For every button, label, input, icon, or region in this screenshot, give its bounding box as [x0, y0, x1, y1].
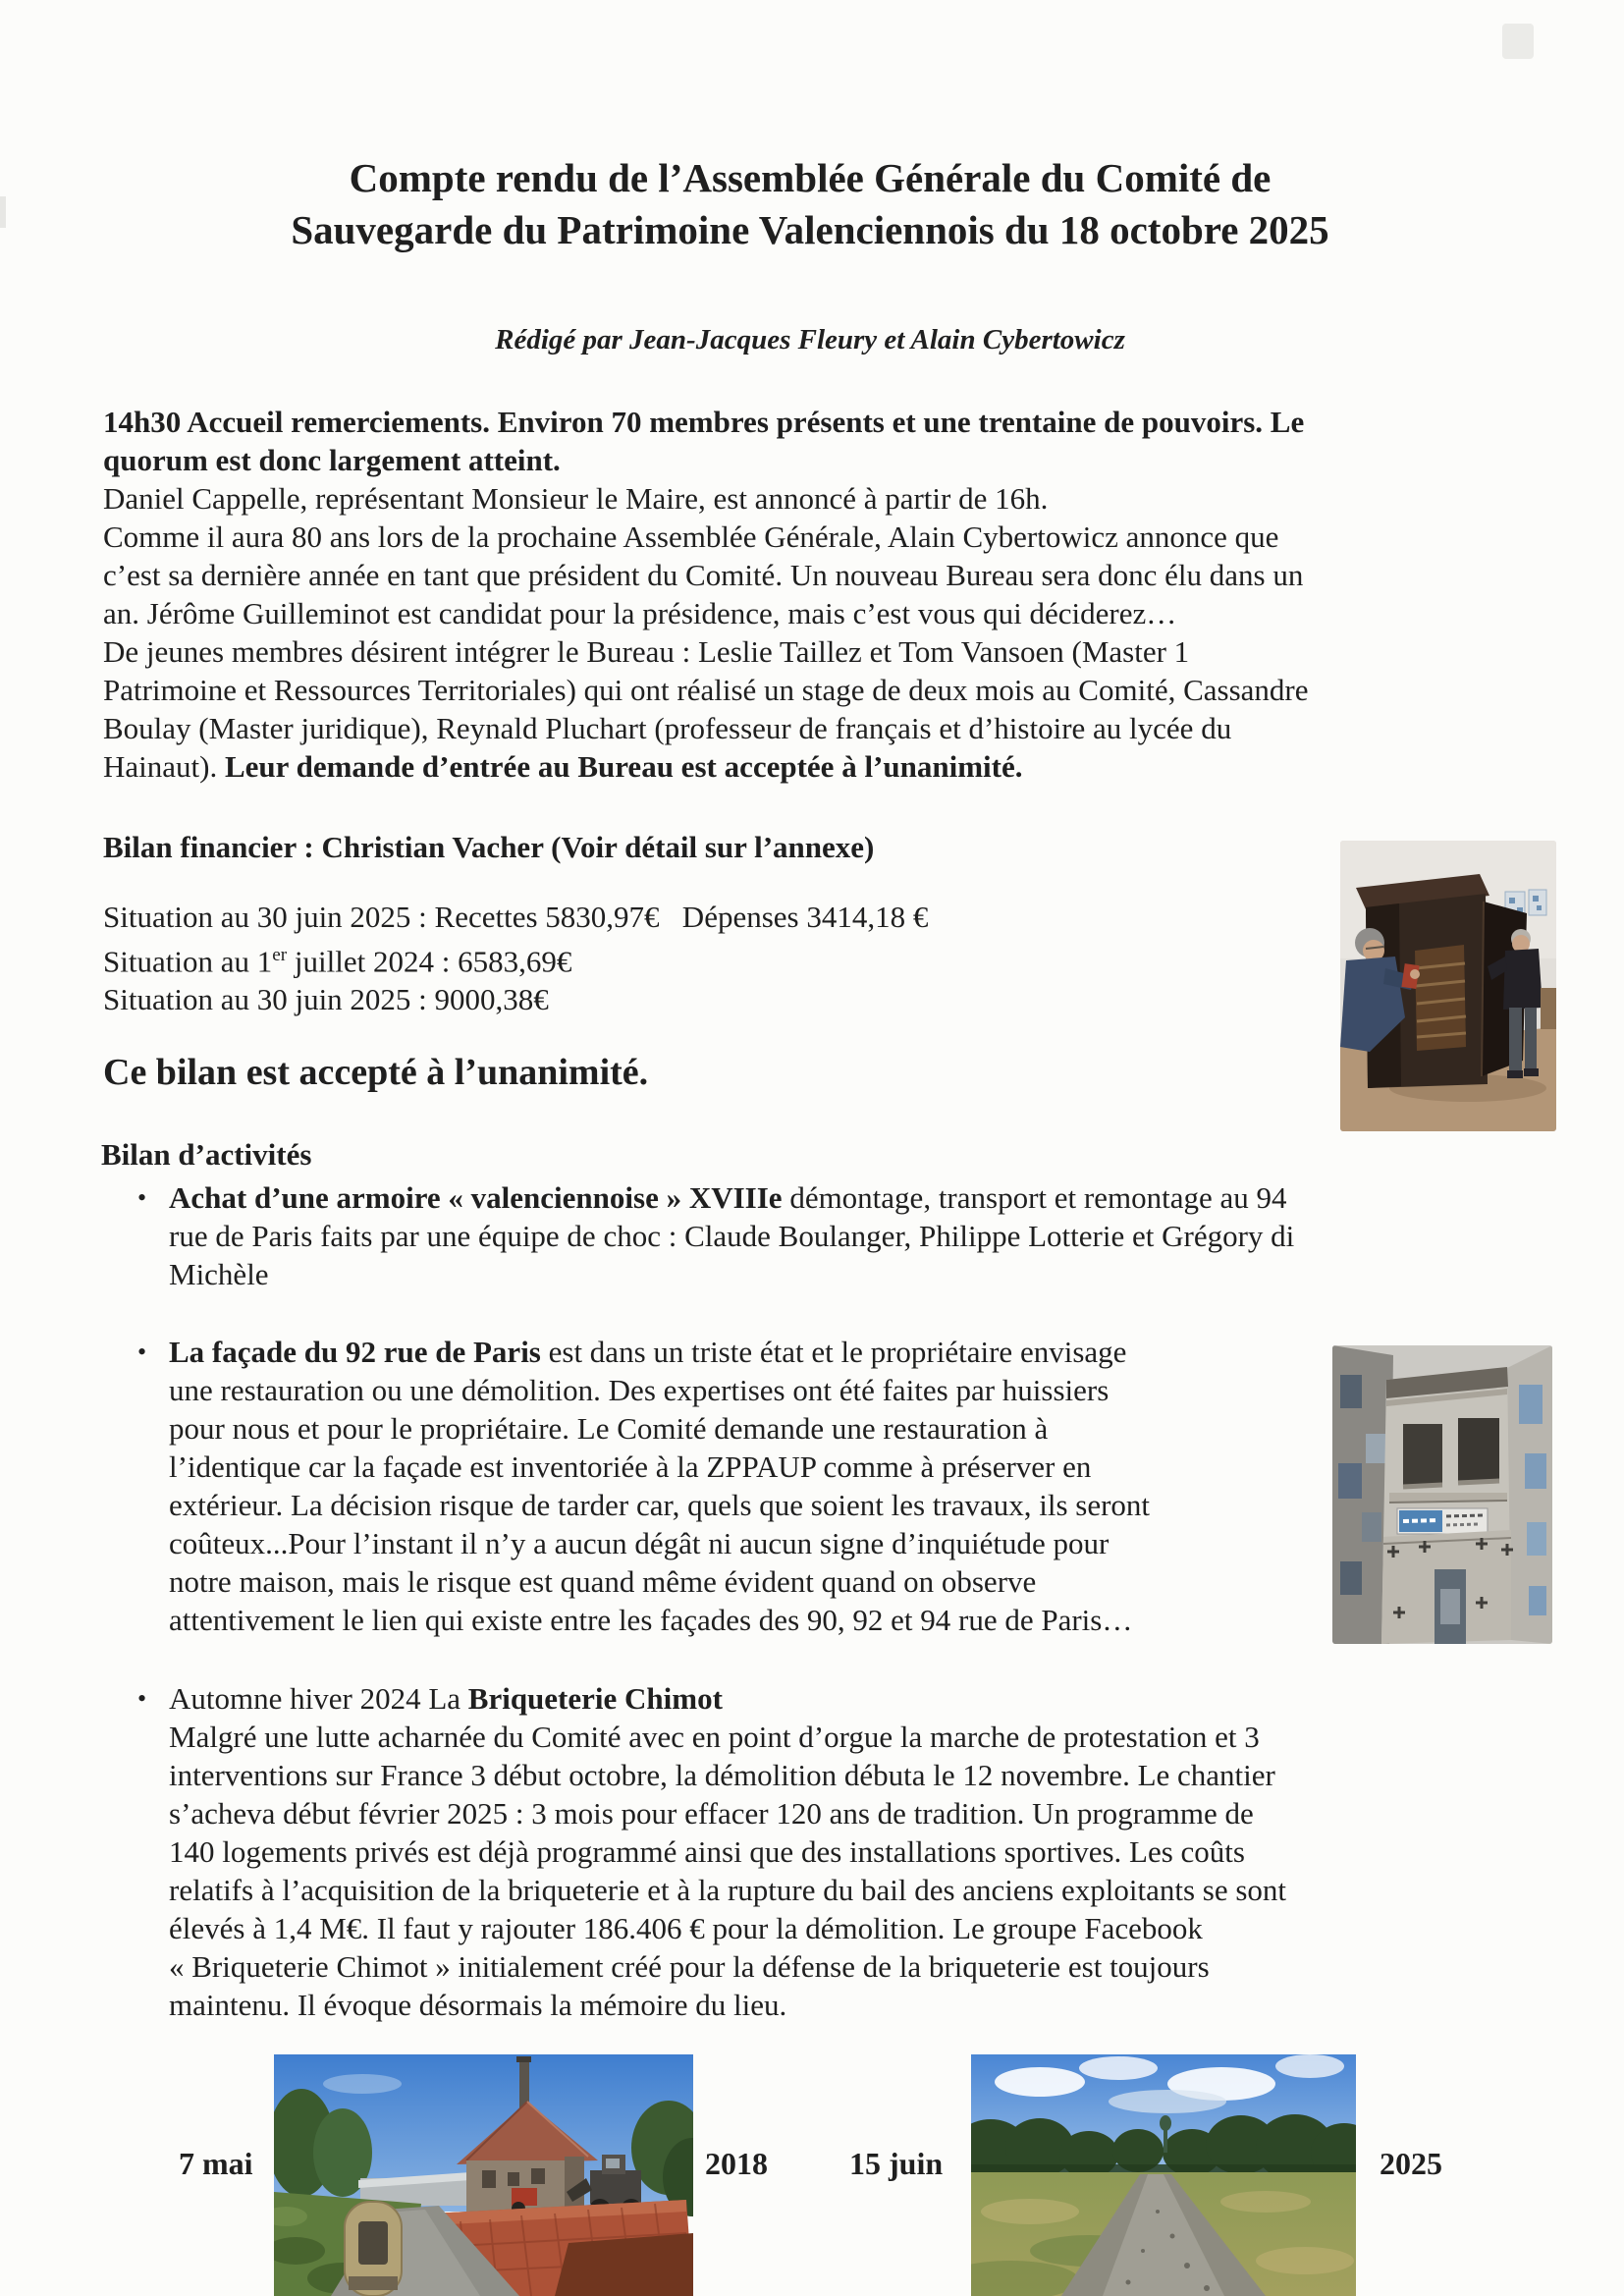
text-line: coûteux...Pour l’instant il n’y a aucun dégât ni aucun signe d’inquiétude pour — [169, 1526, 1110, 1560]
text-line: c’est sa dernière année en tant que président du Comité. Un nouveau Bureau sera donc élu dans un — [103, 558, 1304, 592]
document-subtitle: Rédigé par Jean-Jacques Fleury et Alain Cybertowicz — [495, 324, 1125, 355]
financial-accepted-heading: Ce bilan est accepté à l’unanimité. — [103, 1052, 649, 1093]
activities-heading: Bilan d’activités — [101, 1137, 312, 1172]
caption-right-date: 15 juin — [849, 2146, 944, 2181]
text-line: « Briqueterie Chimot » initialement créé pour la défense de la briqueterie est toujours — [169, 1949, 1210, 1984]
bullet-text — [169, 1178, 1532, 1293]
activity-bullet-facade — [137, 1333, 1532, 1639]
text-line: une restauration ou une démolition. Des expertises ont été faites par huissiers — [169, 1373, 1110, 1407]
wardrobe-moving-photo — [1340, 841, 1556, 1131]
text-line: attentivement le lien qui existe entre les façades des 90, 92 et 94 rue de Paris… — [169, 1603, 1133, 1637]
text-line: notre maison, mais le risque est quand même évident quand on observe — [169, 1564, 1037, 1599]
scan-artifact — [0, 196, 6, 228]
text-line: quorum est donc largement atteint. — [103, 443, 561, 477]
text-line: Situation au 30 juin 2025 : Recettes 5830,97€ Dépenses 3414,18 € — [103, 900, 929, 934]
text-line: interventions sur France 3 début octobre, la démolition débuta le 12 novembre. Le chantier — [169, 1758, 1275, 1792]
bullet-text — [169, 1679, 1532, 2024]
text-line: Boulay (Master juridique), Reynald Pluchart (professeur de français et d’histoire au lycée du — [103, 711, 1232, 745]
text-line: an. Jérôme Guilleminot est candidat pour la présidence, mais c’est vous qui déciderez… — [103, 596, 1177, 630]
briqueterie-chimot-2018-photo — [274, 2054, 693, 2296]
text-line: relatifs à l’acquisition de la briqueterie et à la rupture du bail des anciens exploitants se sont — [169, 1873, 1287, 1907]
financial-figures — [103, 898, 928, 1018]
text-line: maintenu. Il évoque désormais la mémoire du lieu. — [169, 1988, 787, 2022]
text-line: Michèle — [169, 1257, 269, 1291]
text-line: Patrimoine et Ressources Territoriales) qui ont réalisé un stage de deux mois au Comité, Cassandre — [103, 673, 1309, 707]
text-line: s’acheva début février 2025 : 3 mois pour effacer 120 ans de tradition. Un programme de — [169, 1796, 1254, 1831]
text-line: l’identique car la façade est inventoriée à la ZPPAUP comme à préserver en — [169, 1449, 1092, 1484]
text-line: Hainaut). Leur demande d’entrée au Bureau est acceptée à l’unanimité. — [103, 749, 1023, 784]
bullet-icon: • — [137, 1338, 147, 1366]
text-line: Sauvegarde du Patrimoine Valenciennois du 18 octobre 2025 — [291, 207, 1329, 252]
text-line: 140 logements privés est déjà programmé ainsi que des installations sportives. Les coûts — [169, 1834, 1245, 1869]
text-line: La façade du 92 rue de Paris est dans un triste état et le propriétaire envisage — [169, 1335, 1127, 1369]
text-line: Automne hiver 2024 La Briqueterie Chimot — [169, 1681, 723, 1716]
caption-right-year: 2025 — [1380, 2146, 1442, 2181]
document-title — [103, 152, 1517, 256]
text-line: Achat d’une armoire « valenciennoise » XVIIIe démontage, transport et remontage au 94 — [169, 1180, 1287, 1215]
text-line: Situation au 1er juillet 2024 : 6583,69€ — [103, 944, 572, 979]
financial-heading: Bilan financier : Christian Vacher (Voir détail sur l’annexe) — [103, 830, 875, 864]
activity-bullet-armoire — [137, 1178, 1532, 1293]
activity-bullet-briqueterie — [137, 1679, 1532, 2024]
text-line: élevés à 1,4 M€. Il faut y rajouter 186.406 € pour la démolition. Le groupe Facebook — [169, 1911, 1203, 1945]
caption-left-year: 2018 — [705, 2146, 768, 2181]
bullet-text — [169, 1333, 1532, 1639]
text-line: extérieur. La décision risque de tarder car, quels que soient les travaux, ils seront — [169, 1488, 1151, 1522]
text-line: Compte rendu de l’Assemblée Générale du Comité de — [349, 155, 1272, 200]
caption-left-date: 7 mai — [179, 2146, 253, 2181]
text-line: pour nous et pour le propriétaire. Le Comité demande une restauration à — [169, 1411, 1049, 1446]
bullet-icon: • — [137, 1183, 147, 1212]
scan-artifact — [1502, 24, 1534, 59]
text-line: Comme il aura 80 ans lors de la prochaine Assemblée Générale, Alain Cybertowicz annonce que — [103, 519, 1279, 554]
intro-paragraph — [103, 403, 1308, 786]
text-line: 14h30 Accueil remerciements. Environ 70 membres présents et une trentaine de pouvoirs. Le — [103, 405, 1305, 439]
text-line: Situation au 30 juin 2025 : 9000,38€ — [103, 982, 549, 1017]
text-line: Daniel Cappelle, représentant Monsieur le Maire, est annoncé à partir de 16h. — [103, 481, 1049, 516]
facade-92-rue-de-paris-photo — [1332, 1345, 1552, 1644]
text-line: Malgré une lutte acharnée du Comité avec en point d’orgue la marche de protestation et 3 — [169, 1720, 1260, 1754]
bullet-icon: • — [137, 1684, 147, 1713]
text-line: rue de Paris faits par une équipe de choc : Claude Boulanger, Philippe Lotterie et Grégory di — [169, 1219, 1295, 1253]
briqueterie-site-2025-photo — [971, 2054, 1356, 2296]
text-line: De jeunes membres désirent intégrer le Bureau : Leslie Taillez et Tom Vansoen (Master 1 — [103, 634, 1190, 669]
